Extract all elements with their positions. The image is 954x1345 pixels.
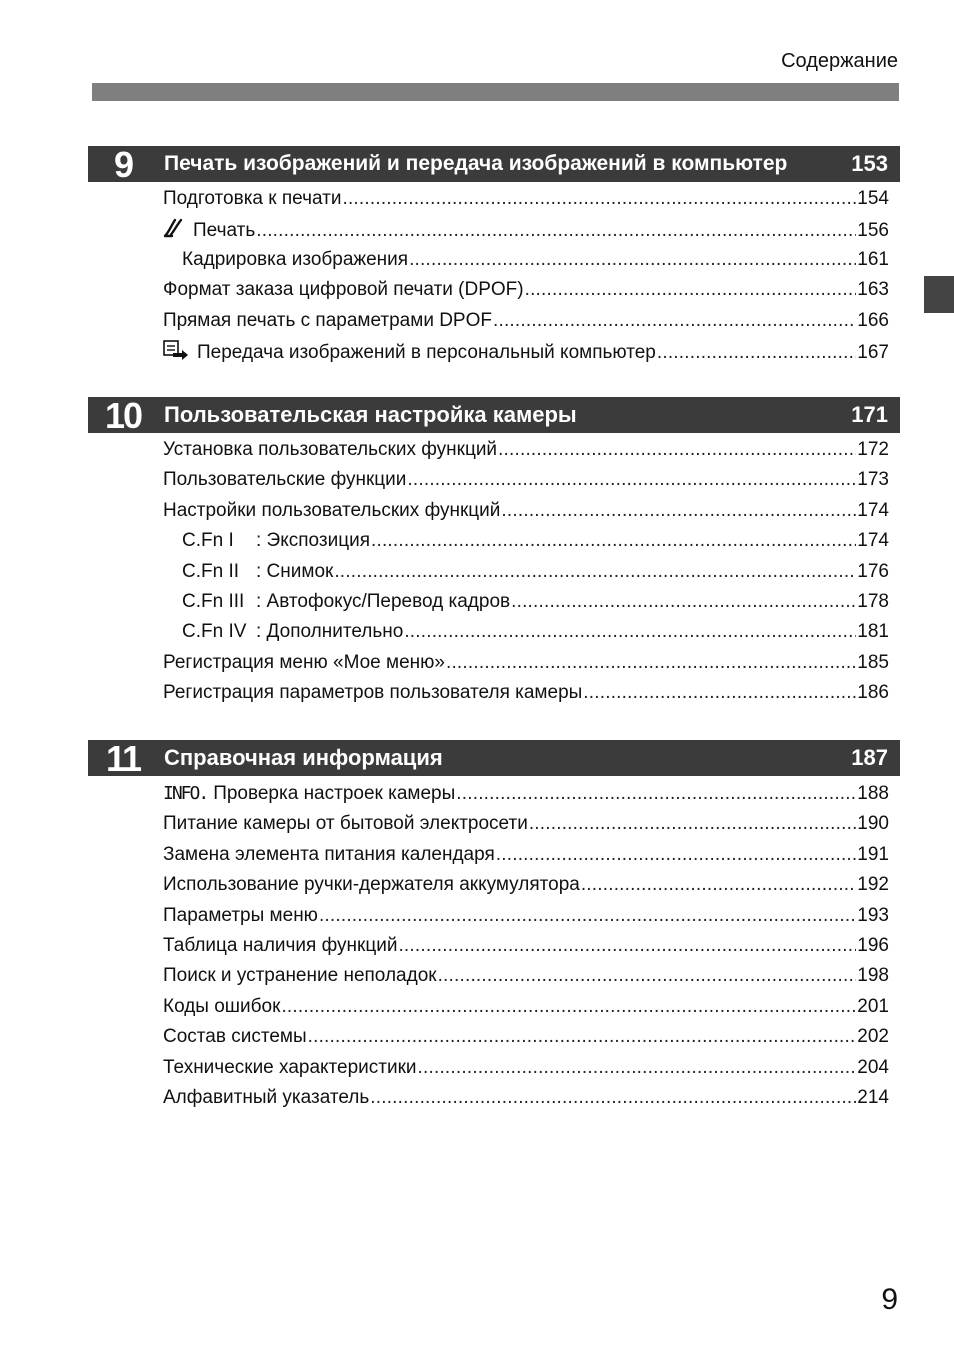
toc-entry[interactable] [163,530,889,560]
toc-entry[interactable] [163,439,889,469]
dot-leader [418,1057,857,1079]
toc-entry[interactable] [163,874,889,904]
section-title: Справочная информация [164,745,443,770]
chapter-thumb-tab [924,276,954,313]
toc-entry-label: : Экспозиция [256,530,370,552]
toc-entry-page: 173 [857,469,889,491]
section-header[interactable] [88,738,900,779]
toc-entry-page: 163 [857,279,889,301]
toc-entry-label: : Дополнительно [256,621,404,643]
dot-leader [511,591,856,613]
toc-entry[interactable] [163,844,889,874]
dot-leader [342,188,856,210]
dot-leader [583,682,856,704]
toc-entry[interactable] [163,996,889,1026]
toc-entry-page: 172 [857,439,889,460]
toc-entry[interactable] [163,813,889,843]
section-header[interactable] [88,395,900,436]
info-button-icon: INFO. [163,783,208,804]
toc-entry-label: Проверка настроек камеры [213,783,456,804]
toc-entry-page: 196 [857,934,889,956]
toc-entry-page: 193 [857,904,889,926]
section-header[interactable] [88,144,900,185]
toc-entry-page: 186 [857,682,889,704]
dot-leader [334,561,856,583]
toc-entry-page: 190 [857,813,889,835]
toc-entry-label: Кадрировка изображения [182,248,409,270]
dot-leader [409,249,856,271]
dot-leader [456,783,856,805]
toc-entry-label: Регистрация меню «Мое меню» [163,651,445,673]
toc-entry[interactable] [163,500,889,530]
toc-entries [163,188,889,370]
dot-leader [438,965,857,987]
toc-entry-label: Настройки пользовательских функций [163,499,501,521]
toc-entry-label: Формат заказа цифровой печати (DPOF) [163,279,524,301]
dot-leader [446,652,856,674]
toc-entry-label: Прямая печать с параметрами DPOF [163,309,492,331]
toc-entry[interactable] [163,1057,889,1087]
dot-leader [319,905,856,927]
header-rule [92,83,899,101]
toc-entry-page: 154 [857,188,889,209]
section-number: 11 [105,738,141,779]
toc-entry-page: 191 [857,843,889,865]
toc-entry-page: 161 [857,248,889,270]
toc-entry[interactable] [163,965,889,995]
toc-entry[interactable] [163,621,889,651]
dot-leader [281,996,856,1018]
toc-entry-label: Использование ручки-держателя аккумулятора [163,874,580,896]
section-page: 153 [851,151,888,176]
dot-leader [657,342,856,364]
dot-leader [493,310,856,332]
cfn-code: C.Fn IV [182,621,247,643]
toc-entry[interactable] [163,1026,889,1056]
dot-leader [256,220,856,242]
toc-entry-page: 185 [857,651,889,673]
dot-leader [501,500,856,522]
toc-entry-page: 188 [857,783,889,804]
toc-entry[interactable] [163,469,889,499]
dot-leader [529,813,856,835]
toc-entry-label: Состав системы [163,1026,307,1048]
toc-entry[interactable] [163,905,889,935]
toc-entry-label: Подготовка к печати [163,188,342,209]
cfn-code: C.Fn I [182,530,234,552]
dot-leader [371,530,856,552]
section-title: Пользовательская настройка камеры [164,402,577,427]
dot-leader [407,469,856,491]
toc-entry-label: Пользовательские функции [163,469,407,491]
toc-entry-page: 198 [857,965,889,987]
section-title: Печать изображений и передача изображений в компьютер [164,152,788,175]
dot-leader [581,874,856,896]
toc-entry[interactable] [163,249,889,279]
toc-entry[interactable] [163,783,889,813]
dot-leader [370,1087,856,1109]
toc-entries [163,439,889,713]
toc-entry[interactable] [163,591,889,621]
toc-entry[interactable] [163,1087,889,1117]
section-page: 187 [851,745,888,770]
cfn-code: C.Fn II [182,560,240,582]
toc-entry-label: Технические характеристики [163,1056,417,1078]
toc-entry[interactable] [163,218,889,248]
toc-entry[interactable] [163,682,889,712]
dot-leader [308,1026,857,1048]
dot-leader [496,844,857,866]
toc-entry-label: Поиск и устранение неполадок [163,965,437,987]
toc-entry-page: 166 [857,309,889,331]
page-number: 9 [881,1283,898,1316]
toc-entry[interactable] [163,561,889,591]
toc-entry-page: 167 [857,341,889,363]
toc-entry-page: 176 [857,560,889,582]
toc-entry[interactable] [163,310,889,340]
toc-entry-label: : Снимок [256,560,334,582]
toc-entry-label: Питание камеры от бытовой электросети [163,813,528,835]
toc-entry-label: Передача изображений в персональный компьютер [197,341,656,363]
dot-leader [525,279,857,301]
toc-entry-page: 156 [857,220,889,242]
section-number: 10 [104,395,142,436]
page-header-title: Содержание [781,50,898,72]
toc-entry-page: 178 [857,590,889,612]
toc-entry-label: : Автофокус/Перевод кадров [256,590,511,612]
toc-entry-label: Алфавитный указатель [163,1086,370,1108]
print-brush-icon [163,218,185,244]
toc-entry-page: 204 [857,1056,889,1078]
section-page: 171 [851,402,888,427]
toc-entry-label: Регистрация параметров пользователя камеры [163,682,583,704]
cfn-code: C.Fn III [182,590,245,612]
toc-entry-label: Таблица наличия функций [163,934,398,956]
toc-entry-label: Замена элемента питания календаря [163,843,495,865]
dot-leader [398,935,856,957]
toc-entries [163,783,889,1117]
toc-entry-page: 174 [857,499,889,521]
toc-entry[interactable] [163,188,889,218]
toc-entry-label: Установка пользовательских функций [163,439,498,460]
toc-entry-page: 214 [857,1086,889,1108]
toc-entry[interactable] [163,340,889,370]
toc-entry-label: Коды ошибок [163,995,281,1017]
dot-leader [498,439,856,461]
toc-entry-label: Параметры меню [163,904,318,926]
toc-entry[interactable] [163,652,889,682]
image-transfer-icon [163,340,189,366]
toc-entry-page: 201 [857,995,889,1017]
toc-entry-page: 181 [857,621,889,643]
toc-entry-page: 192 [857,874,889,896]
toc-entry-page: 202 [857,1026,889,1048]
toc-entry-page: 174 [857,530,889,552]
dot-leader [404,621,856,643]
toc-entry[interactable] [163,279,889,309]
section-number: 9 [113,144,133,185]
toc-entry-label: Печать [193,220,256,242]
toc-entry[interactable] [163,935,889,965]
